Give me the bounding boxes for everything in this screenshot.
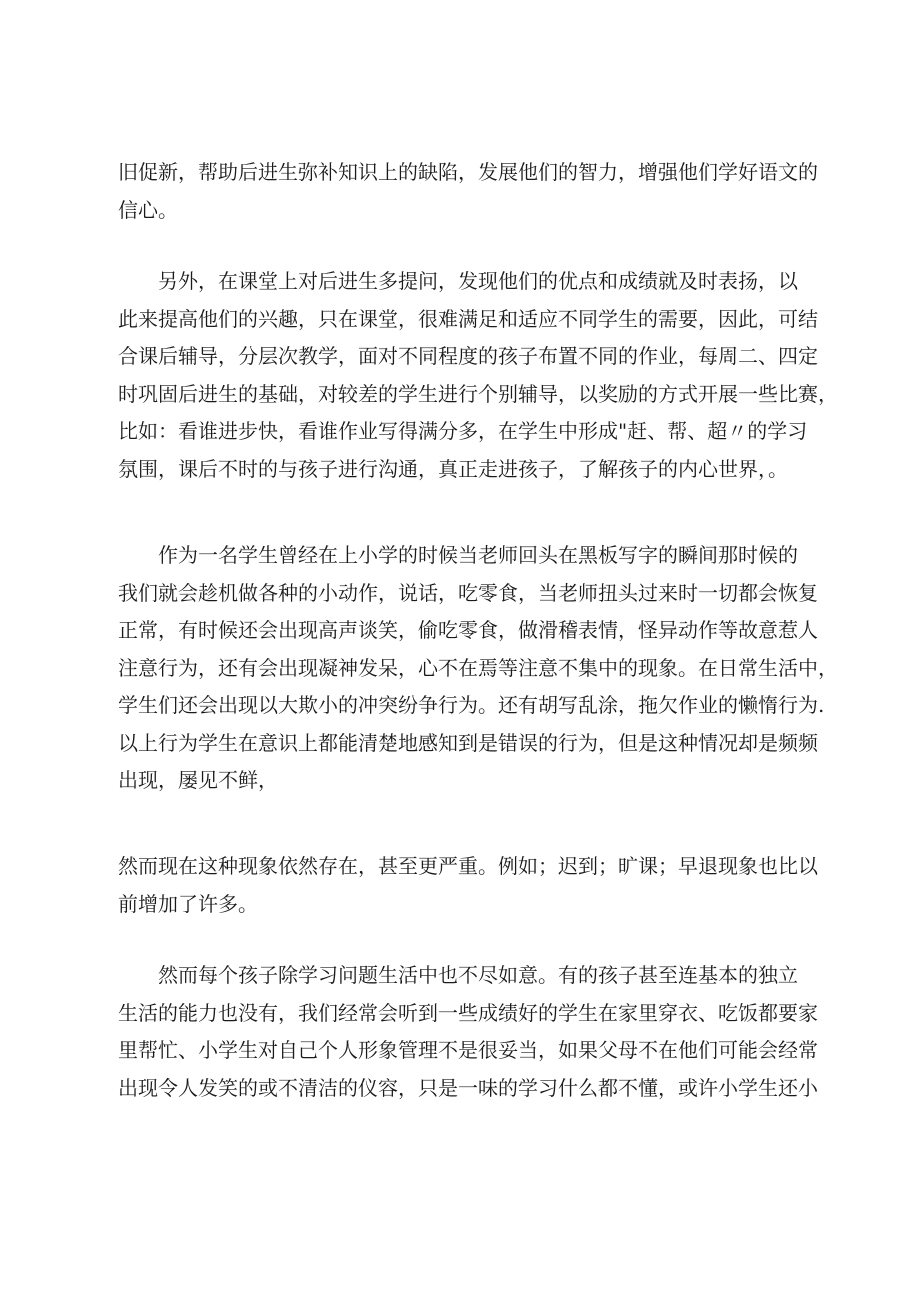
text-line: 然而每个孩子除学习问题生活中也不尽如意。有的孩子甚至连基本的独立	[158, 963, 798, 987]
text-line: 比如：看谁进步快，看谁作业写得满分多，在学生中形成"赶、帮、超〃的学习	[118, 419, 808, 443]
text-line: 我们就会趁机做各种的小动作，说话，吃零食，当老师扭头过来时一切都会恢复	[118, 580, 818, 605]
text-line: 生活的能力也没有，我们经常会听到一些成绩好的学生在家里穿衣、吃饭都要家	[118, 1000, 818, 1025]
text-line: 合课后辅导，分层次教学，面对不同程度的孩子布置不同的作业，每周二、四定	[118, 344, 818, 368]
text-line: 时巩固后进生的基础，对较差的学生进行个别辅导，以奖励的方式开展一些比赛，	[118, 381, 838, 406]
text-line: 氛围，课后不时的与孩子进行沟通，真正走进孩子，了解孩子的内心世界，。	[118, 456, 788, 481]
text-line: 另外，在课堂上对后进生多提问，发现他们的优点和成绩就及时表扬，以	[158, 269, 798, 293]
text-line: 学生们还会出现以大欺小的冲突纷争行为。还有胡写乱涂，拖欠作业的懒惰行为.	[118, 693, 825, 717]
paragraph-5	[118, 957, 818, 1107]
text-line: 正常，有时候还会出现高声谈笑，偷吃零食，做滑稽表情，怪异动作等故意惹人	[118, 618, 818, 642]
text-line: 然而现在这种现象依然存在，甚至更严重。例如；迟到；旷课；早退现象也比以	[118, 854, 818, 878]
paragraph-1	[118, 154, 818, 229]
text-line: 前增加了许多。	[118, 891, 258, 916]
text-line: 此来提高他们的兴趣，只在课堂，很难满足和适应不同学生的需要，因此，可结	[118, 306, 818, 331]
text-line: 信心。	[118, 197, 178, 222]
text-line: 作为一名学生曾经在上小学的时候当老师回头在黑板写字的瞬间那时候的	[158, 543, 798, 567]
paragraph-3	[118, 537, 838, 800]
text-line: 出现，屡见不鲜，	[118, 768, 278, 792]
text-line: 注意行为，还有会出现凝神发呆，心不在焉等注意不集中的现象。在日常生活中，	[118, 655, 838, 680]
paragraph-4	[118, 848, 818, 923]
text-line: 旧促新，帮助后进生弥补知识上的缺陷，发展他们的智力，增强他们学好语文的	[118, 160, 818, 184]
paragraph-2	[118, 263, 838, 488]
text-line: 里帮忙、小学生对自己个人形象管理不是很妥当，如果父母不在他们可能会经常	[118, 1038, 818, 1062]
text-line: 出现令人发笑的或不清洁的仪容，只是一味的学习什么都不懂，或许小学生还小	[118, 1075, 818, 1100]
text-line: 以上行为学生在意识上都能清楚地感知到是错误的行为，但是这种情况却是频频	[118, 730, 818, 755]
